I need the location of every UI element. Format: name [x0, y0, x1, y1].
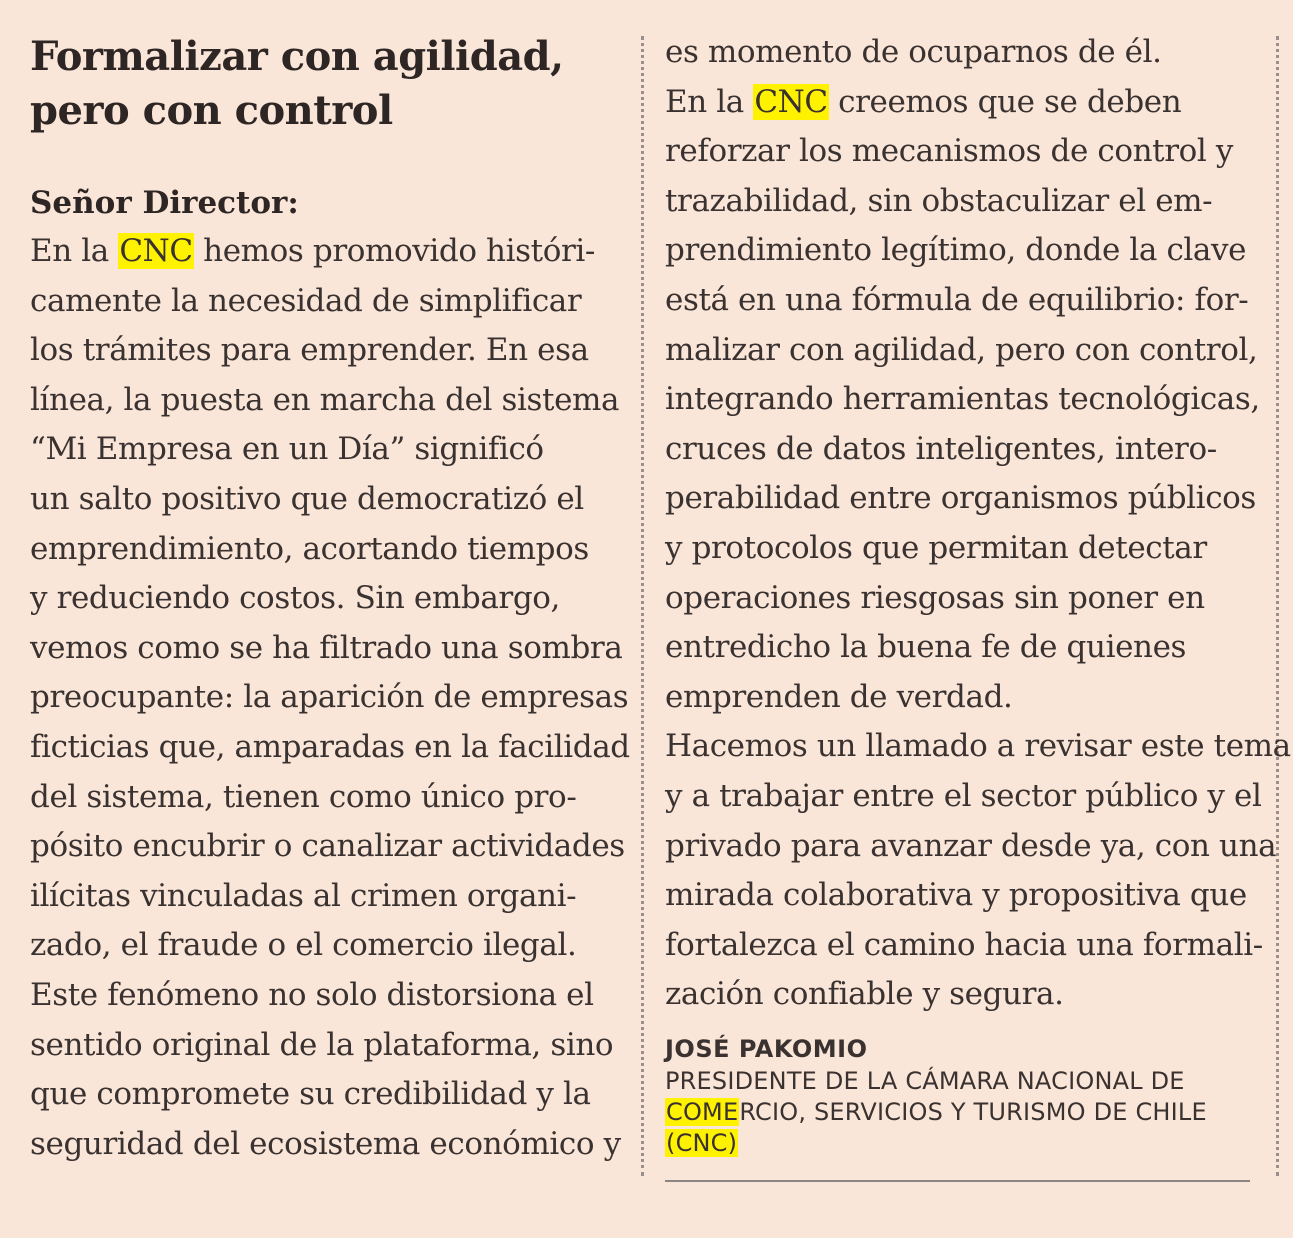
text-segment: está en una fórmula de equilibrio: for-	[665, 281, 1249, 318]
text-line	[665, 970, 1291, 1020]
text-line	[30, 326, 630, 376]
text-segment: preocupante: la aparición de empresas	[30, 679, 629, 716]
text-segment: ilícitas vinculadas al crimen organi-	[30, 877, 577, 914]
text-segment: y a trabajar entre el sector público y el	[665, 777, 1262, 814]
text-segment: cruces de datos inteligentes, intero-	[665, 430, 1217, 467]
signature-title	[665, 1066, 1207, 1159]
salutation: Señor Director:	[30, 185, 299, 221]
text-segment: seguridad del ecosistema económico y	[30, 1125, 621, 1162]
text-line	[30, 277, 630, 327]
text-line	[665, 1066, 1207, 1097]
text-segment: y protocolos que permitan detectar	[665, 529, 1207, 566]
text-line	[30, 723, 630, 773]
text-line	[30, 425, 630, 475]
text-line	[30, 624, 630, 674]
left-column-body	[30, 227, 630, 1169]
text-segment: PRESIDENTE DE LA CÁMARA NACIONAL DE	[665, 1067, 1185, 1095]
text-segment: hemos promovido históri-	[193, 233, 595, 269]
text-segment: reforzar los mecanismos de control y	[665, 133, 1234, 170]
text-segment: pósito encubrir o canalizar actividades	[30, 828, 625, 865]
column-divider	[641, 36, 644, 1176]
text-segment: perabilidad entre organismos públicos	[665, 480, 1256, 517]
text-line	[30, 872, 630, 922]
text-segment: prendimiento legítimo, donde la clave	[665, 232, 1247, 269]
text-segment: creemos que se deben	[828, 83, 1182, 120]
text-segment: un salto positivo que democratizó el	[30, 480, 584, 517]
text-line	[665, 524, 1291, 574]
text-line	[665, 871, 1291, 921]
text-segment: fortalezca el camino hacia una formali-	[665, 926, 1263, 963]
text-line	[30, 1070, 630, 1120]
text-segment: es momento de ocuparnos de él.	[665, 34, 1162, 70]
highlighted-term: CNC	[119, 233, 193, 269]
headline-line: Formalizar con agilidad,	[30, 33, 564, 80]
signature-name: JOSÉ PAKOMIO	[665, 1035, 868, 1063]
text-line	[30, 574, 630, 624]
highlighted-term: CNC	[754, 83, 828, 120]
bottom-rule	[665, 1180, 1250, 1182]
text-line	[665, 375, 1291, 425]
text-segment: y reduciendo costos. Sin embargo,	[30, 580, 560, 617]
text-line	[665, 574, 1291, 624]
text-line	[665, 326, 1291, 376]
text-segment: malizar con agilidad, pero con control,	[665, 331, 1258, 368]
text-segment: RCIO, SERVICIOS Y TURISMO DE CHILE	[739, 1098, 1207, 1126]
text-segment: En la	[665, 83, 754, 120]
text-line	[30, 673, 630, 723]
text-segment: trazabilidad, sin obstaculizar el em-	[665, 182, 1213, 219]
text-line	[665, 28, 1291, 78]
right-column-body	[665, 28, 1291, 1020]
text-line	[665, 722, 1291, 772]
text-segment: En la	[30, 233, 119, 269]
highlighted-term: (CNC)	[666, 1129, 738, 1157]
text-segment: ficticias que, amparadas en la facilidad	[30, 728, 630, 765]
text-segment: emprenden de verdad.	[665, 678, 1013, 715]
text-segment: operaciones riesgosas sin poner en	[665, 579, 1205, 616]
text-line	[665, 822, 1291, 872]
text-segment: entredicho la buena fe de quienes	[665, 629, 1187, 666]
text-segment: que compromete su credibilidad y la	[30, 1076, 591, 1113]
text-segment: “Mi Empresa en un Día” significó	[30, 431, 544, 468]
text-line	[30, 971, 630, 1021]
text-line	[30, 475, 630, 525]
text-segment: zado, el fraude o el comercio ilegal.	[30, 927, 577, 964]
text-line	[665, 226, 1291, 276]
text-line	[30, 773, 630, 823]
text-line	[30, 1120, 630, 1170]
text-segment: privado para avanzar desde ya, con una	[665, 827, 1277, 864]
text-line	[665, 1128, 1207, 1159]
headline-line: pero con control	[30, 87, 393, 134]
text-segment: línea, la puesta en marcha del sistema	[30, 381, 620, 418]
text-line	[665, 425, 1291, 475]
text-line	[30, 921, 630, 971]
text-segment: zación confiable y segura.	[665, 976, 1064, 1013]
highlighted-term: COME	[666, 1098, 739, 1126]
text-line	[665, 921, 1291, 971]
text-segment: vemos como se ha filtrado una sombra	[30, 629, 623, 666]
text-line	[665, 673, 1291, 723]
text-line	[665, 127, 1291, 177]
headline	[30, 30, 564, 138]
text-segment: mirada colaborativa y propositiva que	[665, 877, 1247, 914]
text-segment: sentido original de la plataforma, sino	[30, 1026, 614, 1063]
text-segment: Este fenómeno no solo distorsiona el	[30, 976, 594, 1013]
text-segment: del sistema, tienen como único pro-	[30, 778, 577, 815]
text-line	[30, 525, 630, 575]
text-line	[30, 227, 630, 277]
text-line	[30, 822, 630, 872]
text-line	[665, 177, 1291, 227]
text-segment: Hacemos un llamado a revisar este tema	[665, 728, 1291, 765]
text-segment: emprendimiento, acortando tiempos	[30, 530, 589, 567]
text-line	[665, 78, 1291, 128]
text-segment: los trámites para emprender. En esa	[30, 332, 589, 369]
text-line	[665, 623, 1291, 673]
text-segment: camente la necesidad de simplificar	[30, 282, 582, 319]
text-line	[30, 1021, 630, 1071]
text-line	[665, 276, 1291, 326]
text-line	[665, 474, 1291, 524]
text-line	[30, 376, 630, 426]
text-line	[665, 772, 1291, 822]
text-segment: integrando herramientas tecnológicas,	[665, 381, 1260, 418]
text-line	[665, 1097, 1207, 1128]
